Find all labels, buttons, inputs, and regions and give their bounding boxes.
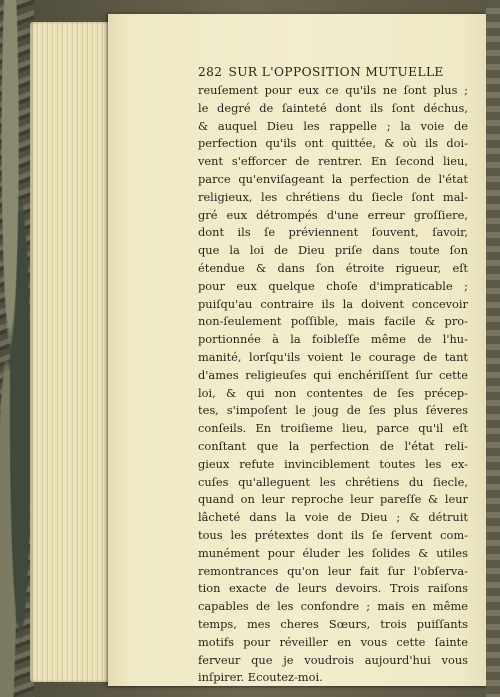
text-line: que la loi de Dieu priſe dans toute ſon xyxy=(198,243,468,258)
text-line: lâcheté dans la voie de Dieu ; & détruit xyxy=(198,510,468,525)
text-line: motifs pour réveiller en vous cette ſainte xyxy=(198,634,468,649)
text-line: munément pour éluder les ſolides & utiles xyxy=(198,545,468,560)
text-line: étendue & dans ſon étroite rigueur, eſt xyxy=(198,260,468,275)
running-title: SUR L'OPPOSITION MUTUELLE xyxy=(228,65,444,79)
book-page xyxy=(108,14,488,686)
text-line: ferveur que je voudrois aujourd'hui vous xyxy=(198,652,468,667)
page-text xyxy=(198,64,468,687)
text-line: conſeils. En troiſieme lieu, parce qu'il eſt xyxy=(198,421,468,436)
text-line: pour eux quelque choſe d'impraticable ; xyxy=(198,278,468,293)
text-line: religieux, les chrétiens du ſiecle ſont mal- xyxy=(198,189,468,204)
text-line: quand on leur reproche leur pareſſe & leur xyxy=(198,492,468,507)
page-edges xyxy=(30,22,112,682)
text-line: cuſes qu'alleguent les chrétiens du ſiecle, xyxy=(198,474,468,489)
body-text xyxy=(198,82,468,687)
text-line: vent s'efforcer de rentrer. En ſecond lieu, xyxy=(198,154,468,169)
marbled-cover-left xyxy=(0,0,34,697)
page-number: 282 xyxy=(198,65,223,79)
text-line: tes, s'impoſent le joug de ſes plus ſéveres xyxy=(198,403,468,418)
text-line: conſtant que la perfection de l'état reli- xyxy=(198,438,468,453)
text-line: manité, lorſqu'ils voient le courage de tant xyxy=(198,349,468,364)
text-line: temps, mes cheres Sœurs, trois puiſſants xyxy=(198,616,468,631)
text-line: & auquel Dieu les rappelle ; la voie de xyxy=(198,118,468,133)
text-line: d'ames religieuſes qui enchériſſent ſur cette xyxy=(198,367,468,382)
text-line: perfection qu'ils ont quittée, & où ils doi- xyxy=(198,136,468,151)
text-line: tous les prétextes dont ils ſe ſervent com- xyxy=(198,527,468,542)
text-line: gré eux détrompés d'une erreur groſſiere, xyxy=(198,207,468,222)
text-line: capables de les confondre ; mais en même xyxy=(198,599,468,614)
text-line: dont ils ſe préviennent ſouvent, ſavoir, xyxy=(198,225,468,240)
text-line: reuſement pour eux ce qu'ils ne ſont plus ; xyxy=(198,83,468,97)
cover-right-edge xyxy=(486,0,500,697)
running-head xyxy=(198,64,468,80)
text-line: le degré de ſainteté dont ils ſont déchus, xyxy=(198,100,468,115)
text-line: loi, & qui non contentes de ſes précep- xyxy=(198,385,468,400)
text-line: inſpirer. Ecoutez-moi. xyxy=(198,670,323,685)
text-line: portionnée à la foibleſſe même de l'hu- xyxy=(198,332,468,347)
text-line: parce qu'enviſageant la perfection de l'état xyxy=(198,171,468,186)
text-line: tion exacte de leurs devoirs. Trois raiſons xyxy=(198,581,468,596)
text-line: non-ſeulement poſſible, mais facile & pro- xyxy=(198,314,468,329)
text-line: remontrances qu'on leur fait ſur l'obſerva- xyxy=(198,563,468,578)
text-line: puiſqu'au contraire ils la doivent concevoir xyxy=(198,296,468,311)
text-line: gieux refute invinciblement toutes les ex- xyxy=(198,456,468,471)
